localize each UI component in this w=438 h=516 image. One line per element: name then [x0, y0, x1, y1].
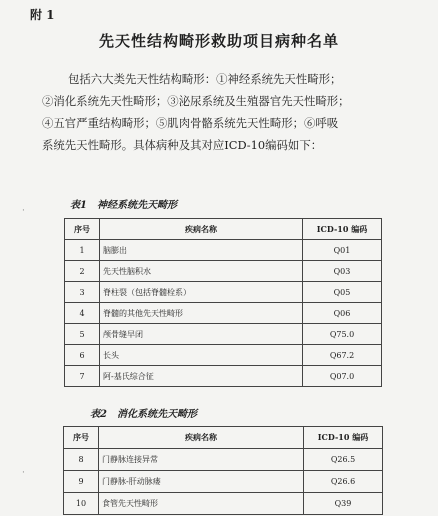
row-number: 8	[64, 449, 99, 471]
intro-line: 包括六大类先天性结构畸形：①神经系统先天性畸形；	[68, 72, 342, 86]
margin-mark: ·	[22, 468, 25, 478]
row-number: 6	[65, 345, 100, 366]
table1-caption: 表1 神经系统先天畸形	[70, 200, 177, 211]
table-row	[65, 282, 382, 303]
table-row	[65, 261, 382, 282]
header-disease-name: 疾病名称	[99, 427, 304, 449]
table-row	[64, 493, 383, 515]
document-title: 先天性结构畸形救助项目病种名单	[98, 32, 339, 50]
table-row	[64, 471, 383, 493]
table-header-row	[64, 427, 383, 449]
intro-line: 系统先天性畸形。具体病种及其对应ICD-10编码如下：	[42, 138, 323, 152]
row-disease-name: 脊髓的其他先天性畸形	[100, 303, 303, 324]
table-row	[65, 345, 382, 366]
row-disease-name: 食管先天性畸形	[99, 493, 304, 515]
table-row	[65, 366, 382, 387]
row-disease-name: 门静脉-肝动脉瘘	[99, 471, 304, 493]
row-icd-code: Q06	[303, 303, 382, 324]
table-digestive-system	[63, 426, 383, 515]
row-disease-name: 长头	[100, 345, 303, 366]
row-disease-name: 先天性脑积水	[100, 261, 303, 282]
row-disease-name: 门静脉连接异常	[99, 449, 304, 471]
table2-caption: 表2 消化系统先天畸形	[90, 409, 197, 420]
row-number: 5	[65, 324, 100, 345]
table-row	[65, 303, 382, 324]
intro-line: ②消化系统先天性畸形；③泌尿系统及生殖器官先天性畸形；	[42, 94, 350, 108]
row-disease-name: 颅骨缝早闭	[100, 324, 303, 345]
row-icd-code: Q75.0	[303, 324, 382, 345]
row-disease-name: 脊柱裂（包括脊髓栓系）	[100, 282, 303, 303]
row-disease-name: 阿-基氏综合征	[100, 366, 303, 387]
row-icd-code: Q07.0	[303, 366, 382, 387]
intro-line: ④五官严重结构畸形；⑤肌肉骨骼系统先天性畸形；⑥呼吸	[42, 116, 339, 130]
row-number: 9	[64, 471, 99, 493]
intro-paragraph	[42, 68, 398, 156]
row-number: 4	[65, 303, 100, 324]
row-icd-code: Q26.5	[304, 449, 383, 471]
header-number: 序号	[65, 219, 100, 240]
row-icd-code: Q03	[303, 261, 382, 282]
row-icd-code: Q26.6	[304, 471, 383, 493]
row-number: 7	[65, 366, 100, 387]
row-icd-code: Q39	[304, 493, 383, 515]
row-icd-code: Q67.2	[303, 345, 382, 366]
header-icd-code: ICD-10 编码	[303, 219, 382, 240]
margin-mark: ·	[22, 206, 25, 216]
row-number: 3	[65, 282, 100, 303]
header-disease-name: 疾病名称	[100, 219, 303, 240]
row-number: 10	[64, 493, 99, 515]
annex-label: 附 1	[30, 8, 55, 22]
row-icd-code: Q01	[303, 240, 382, 261]
row-disease-name: 脑膨出	[100, 240, 303, 261]
header-icd-code: ICD-10 编码	[304, 427, 383, 449]
row-icd-code: Q05	[303, 282, 382, 303]
table-row	[65, 240, 382, 261]
table-nervous-system	[64, 218, 382, 387]
header-number: 序号	[64, 427, 99, 449]
table-header-row	[65, 219, 382, 240]
table-row	[64, 449, 383, 471]
table-row	[65, 324, 382, 345]
row-number: 2	[65, 261, 100, 282]
row-number: 1	[65, 240, 100, 261]
